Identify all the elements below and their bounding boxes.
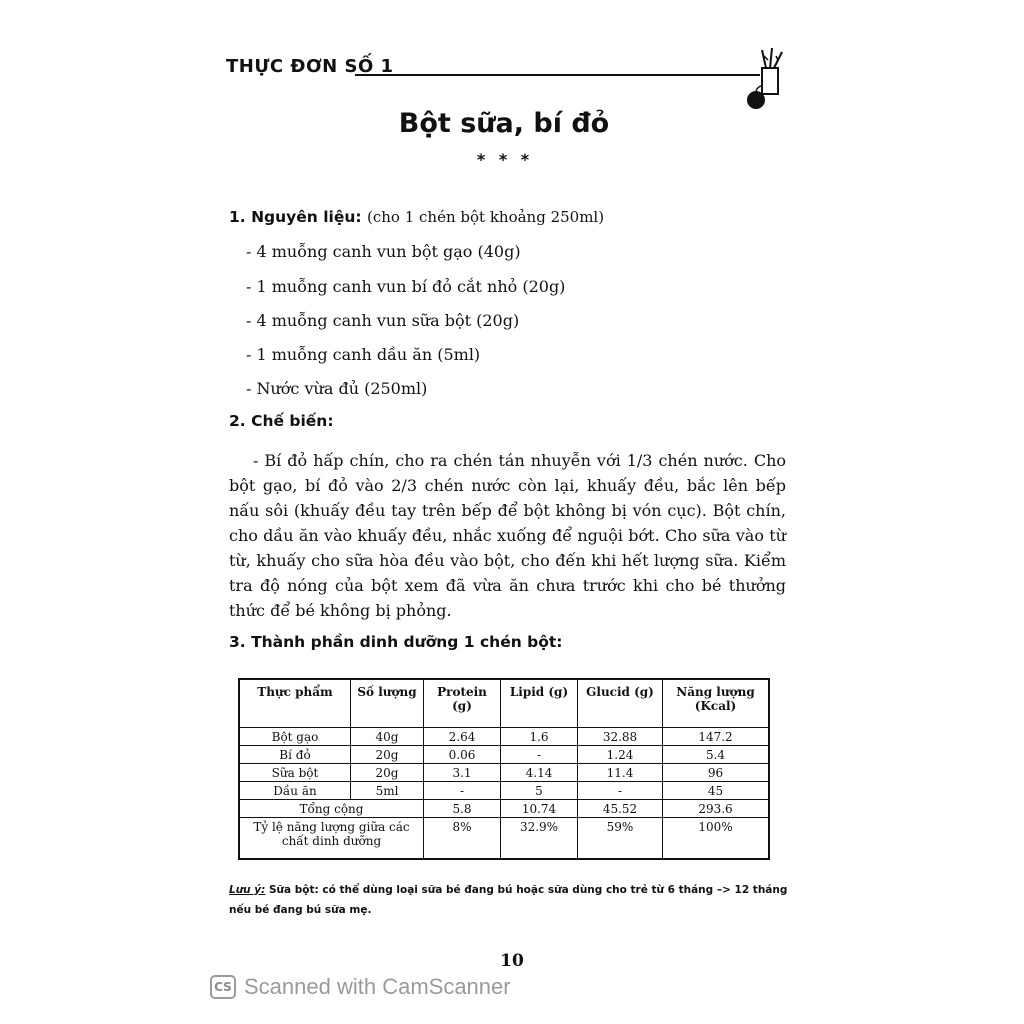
recipe-title: Bột sữa, bí đỏ	[398, 108, 610, 139]
ingredient-item: - Nước vừa đủ (250ml)	[246, 379, 428, 398]
watermark-text: Scanned with CamScanner	[244, 974, 511, 999]
section-nutrition-heading: 3. Thành phần dinh dưỡng 1 chén bột:	[229, 633, 563, 651]
table-cell: 100%	[663, 818, 770, 860]
table-cell: 32.9%	[501, 818, 578, 860]
table-cell: 32.88	[578, 728, 663, 746]
apple-pencil-cup-icon	[742, 46, 792, 110]
ingredient-item: - 1 muỗng canh dầu ăn (5ml)	[246, 345, 481, 364]
title-decoration: * * *	[476, 150, 534, 169]
header-title: THỰC ĐƠN SỐ 1	[226, 56, 394, 77]
preparation-text: - Bí đỏ hấp chín, cho ra chén tán nhuyễn với 1/3 chén nước. Cho bột gạo, bí đỏ vào 2/3 chén nước còn lại, khuấy đều, bắc lên bếp nấu sôi (khuấy đều tay trên bếp để bột không bị vón cục). Bột chín, cho dầu ăn vào khuấy đều, nhắc xuống để nguội bớt. Cho sữa vào từ từ, khuấy cho sữa hòa đều vào bột, cho đến khi hết lượng sữa. Kiểm tra độ nóng của bột xem đã vừa ăn chưa trước khi cho bé thưởng thức để bé không bị phỏng.	[229, 451, 786, 620]
table-cell: 5ml	[351, 782, 424, 800]
column-header: Số lượng	[351, 679, 424, 728]
camscanner-logo: CS	[210, 975, 236, 999]
table-total-row	[239, 800, 769, 818]
column-header: Thực phẩm	[239, 679, 351, 728]
table-cell: -	[501, 746, 578, 764]
table-cell: 0.06	[424, 746, 501, 764]
table-cell: 5.8	[424, 800, 501, 818]
header-rule	[355, 74, 760, 76]
footnote-label: Lưu ý:	[229, 884, 266, 896]
table-cell: 10.74	[501, 800, 578, 818]
camscanner-watermark	[210, 972, 511, 1002]
table-cell: 59%	[578, 818, 663, 860]
column-header: Lipid (g)	[501, 679, 578, 728]
footnote-text: Sữa bột: có thể dùng loại sữa bé đang bú hoặc sữa dùng cho trẻ từ 6 tháng –> 12 tháng nếu bé đang bú sữa mẹ.	[229, 884, 788, 916]
table-cell: 20g	[351, 746, 424, 764]
table-cell: 8%	[424, 818, 501, 860]
table-row	[239, 728, 769, 746]
table-cell: -	[424, 782, 501, 800]
table-cell: 1.24	[578, 746, 663, 764]
section-ingredients-heading	[229, 208, 604, 226]
table-cell: Bột gạo	[239, 728, 351, 746]
table-cell: Sữa bột	[239, 764, 351, 782]
nutrition-table	[238, 678, 770, 860]
ingredient-item: - 4 muỗng canh vun bột gạo (40g)	[246, 242, 521, 261]
ingredient-item: - 1 muỗng canh vun bí đỏ cắt nhỏ (20g)	[246, 277, 566, 296]
page-number: 10	[500, 951, 524, 971]
section-heading-label: 1. Nguyên liệu:	[229, 208, 362, 226]
table-row	[239, 746, 769, 764]
table-cell: -	[578, 782, 663, 800]
table-cell: 147.2	[663, 728, 770, 746]
column-header: Protein (g)	[424, 679, 501, 728]
table-header-row	[239, 679, 769, 728]
column-header: Năng lượng (Kcal)	[663, 679, 770, 728]
table-cell: Dầu ăn	[239, 782, 351, 800]
table-cell: 11.4	[578, 764, 663, 782]
footnote	[229, 880, 789, 920]
ingredient-item: - 4 muỗng canh vun sữa bột (20g)	[246, 311, 520, 330]
table-cell: 1.6	[501, 728, 578, 746]
table-cell: Tỷ lệ năng lượng giữa các chất dinh dưỡng	[239, 818, 424, 860]
table-cell: 5.4	[663, 746, 770, 764]
table-cell: Bí đỏ	[239, 746, 351, 764]
table-cell: Tổng cộng	[239, 800, 424, 818]
table-cell: 293.6	[663, 800, 770, 818]
table-cell: 45.52	[578, 800, 663, 818]
table-cell: 20g	[351, 764, 424, 782]
table-cell: 3.1	[424, 764, 501, 782]
table-cell: 40g	[351, 728, 424, 746]
table-cell: 45	[663, 782, 770, 800]
section-preparation-heading: 2. Chế biến:	[229, 412, 334, 430]
table-cell: 5	[501, 782, 578, 800]
table-row	[239, 764, 769, 782]
table-ratio-row	[239, 818, 769, 860]
table-cell: 4.14	[501, 764, 578, 782]
table-cell: 96	[663, 764, 770, 782]
column-header: Glucid (g)	[578, 679, 663, 728]
section-heading-note: (cho 1 chén bột khoảng 250ml)	[367, 208, 605, 226]
table-cell: 2.64	[424, 728, 501, 746]
table-row	[239, 782, 769, 800]
